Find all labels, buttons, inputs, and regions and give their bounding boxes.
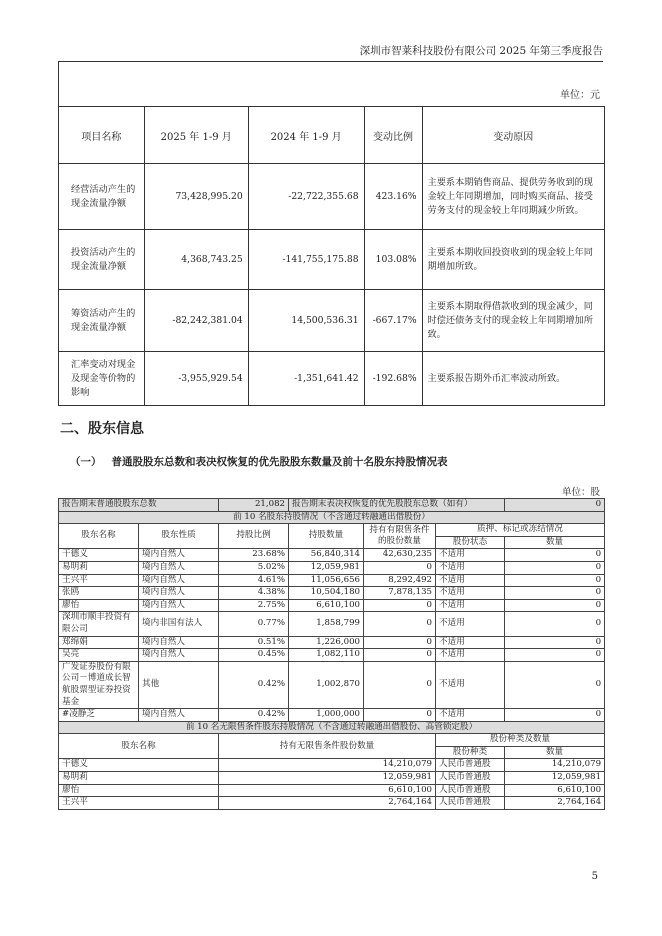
change-ratio: -192.68% (364, 352, 422, 406)
table-row (59, 164, 605, 230)
col-status: 股份状态 (436, 536, 505, 549)
page-header (58, 40, 603, 62)
section-subtitle (70, 454, 448, 469)
col-restricted: 持有有限售条件的股份数量 (364, 524, 436, 549)
unres-col-type: 股份种类及数量 (436, 734, 605, 747)
holder-restricted: 7,878,135 (364, 587, 436, 600)
unres-col-kind: 股份种类 (436, 746, 505, 759)
holder-nature: 境内自然人 (139, 599, 219, 612)
col-ratio: 持股比例 (219, 524, 289, 549)
holder-ratio: 0.45% (219, 649, 289, 662)
previous-value: -141,755,175.88 (248, 230, 364, 290)
holder-status: 不适用 (436, 636, 505, 649)
previous-value: -22,722,355.68 (248, 164, 364, 230)
unres-qty: 2,764,164 (219, 797, 436, 810)
table-row (59, 290, 605, 352)
holder-count: 0 (505, 561, 605, 574)
holder-qty: 1,000,000 (289, 709, 364, 722)
holder-name: #凌静芝 (59, 709, 139, 722)
unres-qty: 12,059,981 (219, 772, 436, 785)
unres-col-name: 股东名称 (59, 734, 219, 759)
holder-name: 吴亮 (59, 649, 139, 662)
holder-qty: 56,840,314 (289, 549, 364, 562)
subtitle-index: （一） (70, 456, 102, 468)
holder-name: 广发证券股份有限公司－博道成长智航股票型证券投资基金 (59, 661, 139, 708)
header-row (59, 734, 605, 747)
table-row (59, 549, 605, 562)
holder-status: 不适用 (436, 599, 505, 612)
unres-name: 王兴平 (59, 797, 219, 810)
holder-count: 0 (505, 549, 605, 562)
unres-count: 14,210,079 (505, 759, 605, 772)
holder-ratio: 0.42% (219, 661, 289, 708)
table-row (59, 649, 605, 662)
holder-count: 0 (505, 574, 605, 587)
section-title: 二、股东信息 (60, 421, 144, 437)
col-nature: 股东性质 (139, 524, 219, 549)
summary-row (59, 499, 605, 512)
holder-restricted: 0 (364, 709, 436, 722)
header-cell: 2024 年 1-9 月 (248, 107, 364, 164)
section-row (59, 721, 605, 734)
holder-status: 不适用 (436, 709, 505, 722)
holder-status: 不适用 (436, 649, 505, 662)
unres-kind: 人民币普通股 (436, 772, 505, 785)
col-count: 数量 (505, 536, 605, 549)
holder-name: 易明莉 (59, 561, 139, 574)
item-name: 投资活动产生的现金流量净额 (59, 230, 145, 290)
holder-qty: 10,504,180 (289, 587, 364, 600)
holder-qty: 6,610,100 (289, 599, 364, 612)
holder-ratio: 5.02% (219, 561, 289, 574)
unres-count: 12,059,981 (505, 772, 605, 785)
holder-nature: 境内自然人 (139, 587, 219, 600)
table-row (59, 230, 605, 290)
holder-ratio: 0.42% (219, 709, 289, 722)
holder-name: 王兴平 (59, 574, 139, 587)
header-cell: 变动原因 (422, 107, 604, 164)
holder-name: 郑绵娟 (59, 636, 139, 649)
holder-count: 0 (505, 636, 605, 649)
total-value: 21,082 (219, 499, 289, 512)
holder-status: 不适用 (436, 661, 505, 708)
holder-count: 0 (505, 661, 605, 708)
table-header-row (59, 107, 605, 164)
unres-qty: 6,610,100 (219, 784, 436, 797)
current-value: 4,368,743.25 (144, 230, 248, 290)
pref-label: 报告期末表决权恢复的优先股股东总数（如有） (289, 499, 505, 512)
change-reason: 主要系本期销售商品、提供劳务收到的现金较上年同期增加，同时购买商品、接受劳务支付的现金较上年同期减少所致。 (422, 164, 604, 230)
top10-title: 前 10 名股东持股情况（不含通过转融通出借股份） (59, 511, 605, 524)
holder-qty: 1,082,110 (289, 649, 364, 662)
holder-count: 0 (505, 612, 605, 636)
change-ratio: 103.08% (364, 230, 422, 290)
table-row (59, 661, 605, 708)
current-value: -82,242,381.04 (144, 290, 248, 352)
header-cell: 变动比例 (364, 107, 422, 164)
shareholder-table (58, 498, 605, 810)
holder-restricted: 0 (364, 561, 436, 574)
holder-count: 0 (505, 587, 605, 600)
table-row (59, 759, 605, 772)
holder-restricted: 0 (364, 661, 436, 708)
holder-nature: 境内自然人 (139, 574, 219, 587)
holder-nature: 境内自然人 (139, 709, 219, 722)
item-name: 经营活动产生的现金流量净额 (59, 164, 145, 230)
holder-restricted: 0 (364, 599, 436, 612)
unres-name: 廖怡 (59, 784, 219, 797)
header-cell: 2025 年 1-9 月 (144, 107, 248, 164)
holder-nature: 境内自然人 (139, 636, 219, 649)
cashflow-table (58, 106, 605, 406)
pref-value: 0 (505, 499, 605, 512)
holder-nature: 境内自然人 (139, 649, 219, 662)
item-name: 筹资活动产生的现金流量净额 (59, 290, 145, 352)
table-row (59, 599, 605, 612)
holder-count: 0 (505, 649, 605, 662)
holder-restricted: 0 (364, 612, 436, 636)
col-name: 股东名称 (59, 524, 139, 549)
change-reason: 主要系报告期外币汇率波动所致。 (422, 352, 604, 406)
unres-col-count: 数量 (505, 746, 605, 759)
unres-count: 2,764,164 (505, 797, 605, 810)
cashflow-unit: 单位：元 (560, 90, 600, 101)
col-pledge: 质押、标记或冻结情况 (436, 524, 605, 537)
table-row (59, 587, 605, 600)
holder-status: 不适用 (436, 587, 505, 600)
holder-status: 不适用 (436, 561, 505, 574)
page-number: 5 (591, 871, 598, 882)
holder-restricted: 42,630,235 (364, 549, 436, 562)
header-cell: 项目名称 (59, 107, 145, 164)
unres-name: 易明莉 (59, 772, 219, 785)
subtitle-text: 普通股股东总数和表决权恢复的优先股股东数量及前十名股东持股情况表 (111, 456, 448, 468)
unres-col-qty: 持有无限售条件股份数量 (219, 734, 436, 759)
item-name: 汇率变动对现金及现金等价物的影响 (59, 352, 145, 406)
holder-name: 张鸥 (59, 587, 139, 600)
holder-nature: 境内自然人 (139, 561, 219, 574)
total-label: 报告期末普通股股东总数 (59, 499, 219, 512)
unres-qty: 14,210,079 (219, 759, 436, 772)
change-ratio: -667.17% (364, 290, 422, 352)
unres-kind: 人民币普通股 (436, 797, 505, 810)
holder-qty: 11,056,656 (289, 574, 364, 587)
table-row (59, 561, 605, 574)
holder-name: 深圳市顺丰投资有限公司 (59, 612, 139, 636)
holder-qty: 1,226,000 (289, 636, 364, 649)
holder-status: 不适用 (436, 549, 505, 562)
table-row (59, 636, 605, 649)
table-row (59, 352, 605, 406)
section-row (59, 511, 605, 524)
table-row (59, 784, 605, 797)
holder-ratio: 0.51% (219, 636, 289, 649)
previous-value: -1,351,641.42 (248, 352, 364, 406)
change-reason: 主要系本期取得借款收到的现金减少，同时偿还债务支付的现金较上年同期增加所致。 (422, 290, 604, 352)
table-row (59, 772, 605, 785)
holder-name: 干德义 (59, 549, 139, 562)
holder-nature: 其他 (139, 661, 219, 708)
change-reason: 主要系本期收回投资收到的现金较上年同期增加所致。 (422, 230, 604, 290)
holder-nature: 境内自然人 (139, 549, 219, 562)
divider (58, 62, 59, 106)
holder-nature: 境内非国有法人 (139, 612, 219, 636)
holder-count: 0 (505, 599, 605, 612)
current-value: -3,955,929.54 (144, 352, 248, 406)
holder-count: 0 (505, 709, 605, 722)
header-title: 深圳市智莱科技股份有限公司 2025 年第三季度报告 (359, 45, 603, 57)
holder-qty: 1,858,799 (289, 612, 364, 636)
holder-qty: 12,059,981 (289, 561, 364, 574)
holder-name: 廖怡 (59, 599, 139, 612)
holder-restricted: 0 (364, 649, 436, 662)
holder-ratio: 4.38% (219, 587, 289, 600)
table-row (59, 797, 605, 810)
header-row (59, 524, 605, 537)
holder-status: 不适用 (436, 574, 505, 587)
holder-ratio: 4.61% (219, 574, 289, 587)
holder-status: 不适用 (436, 612, 505, 636)
unres-name: 干德义 (59, 759, 219, 772)
table-row (59, 709, 605, 722)
unrestricted-title: 前 10 名无限售条件股东持股情况（不含通过转融通出借股份、高管锁定股） (59, 721, 605, 734)
holder-restricted: 0 (364, 636, 436, 649)
previous-value: 14,500,536.31 (248, 290, 364, 352)
current-value: 73,428,995.20 (144, 164, 248, 230)
change-ratio: 423.16% (364, 164, 422, 230)
holder-ratio: 0.77% (219, 612, 289, 636)
holder-restricted: 8,292,492 (364, 574, 436, 587)
unres-kind: 人民币普通股 (436, 759, 505, 772)
holder-ratio: 23.68% (219, 549, 289, 562)
unres-kind: 人民币普通股 (436, 784, 505, 797)
holder-ratio: 2.75% (219, 599, 289, 612)
table-row (59, 612, 605, 636)
shareholder-unit: 单位：股 (561, 487, 600, 498)
col-qty: 持股数量 (289, 524, 364, 549)
table-row (59, 574, 605, 587)
holder-qty: 1,002,870 (289, 661, 364, 708)
unres-count: 6,610,100 (505, 784, 605, 797)
